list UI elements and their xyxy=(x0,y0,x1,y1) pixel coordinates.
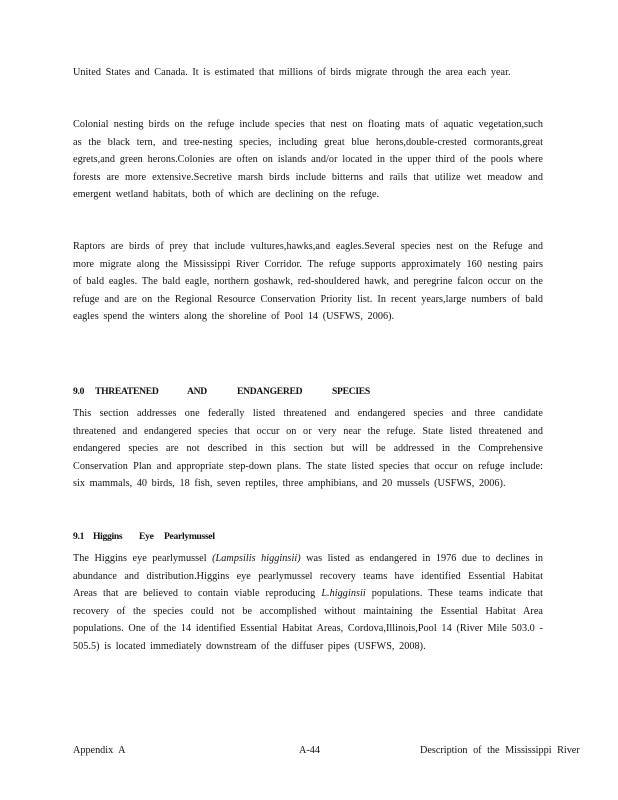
heading-word: AND xyxy=(187,386,207,397)
scientific-name: (Lampsilis higginsii) xyxy=(212,553,301,564)
species-short-name: L.higginsii xyxy=(321,588,366,599)
heading-word: Pearlymussel xyxy=(164,531,215,542)
paragraph-migration: United States and Canada. It is estimated that millions of birds migrate through the area each year. xyxy=(73,67,511,78)
higgins-text-part: The Higgins eye pearlymussel xyxy=(73,553,213,564)
paragraph-threatened-endangered: This section addresses one federally listed threatened and endangered species and three candidate threatened and endangered species that occur on or very near the refuge. State listed threatened and endangered species are not described in this section but will be addressed in the Comprehensive Conservation Plan and appropriate step-down plans. The state listed species that occur on refuge include: six mammals, 40 birds, 18 fish, seven reptiles, three amphibians, and 20 mussels (USFWS, 2006). xyxy=(73,408,543,489)
section-number: 9.1 xyxy=(73,531,85,542)
heading-word: Higgins xyxy=(93,531,123,542)
paragraph-colonial-nesting-birds: Colonial nesting birds on the refuge include species that nest on floating mats of aquatic vegetation,such as the black tern, and tree-nesting species, including great blue herons,double-crested cormorants,great egrets,and green herons.Colonies are often on islands and/or located in the upper third of the pools where forests are more extensive.Secretive marsh birds include bitterns and rails that utilize wet meadow and emergent wetland habitats, both of which are declining on the refuge. xyxy=(73,119,543,200)
higgins-text-part: populations. These teams indicate that recovery of the species could not be accomplished without maintaining the Essential Habitat Area populations. One of the 14 identified Essential Habitat Areas, Cordova,Illinois,Pool 14 (River Mile 503.0 - 505.5) is located immediately downstream of the diffuser pipes (USFWS, 2008). xyxy=(73,588,543,652)
section-number: 9.0 xyxy=(73,386,85,397)
paragraph-higgins-eye xyxy=(73,550,543,655)
section-heading-threatened-endangered xyxy=(73,386,370,397)
heading-word: ENDANGERED xyxy=(237,386,303,397)
section-heading-higgins-eye xyxy=(73,531,215,542)
heading-word: Eye xyxy=(139,531,154,542)
heading-word: SPECIES xyxy=(332,386,370,397)
footer-appendix-label: Appendix A xyxy=(73,745,126,756)
higgins-text-part: was listed as endangered in 1976 due to declines in abundance and distribution.Higgins eye pearlymussel recovery teams have identified Essential Habitat Areas that are believed to contain viable reproducing xyxy=(73,553,543,599)
paragraph-raptors: Raptors are birds of prey that include vultures,hawks,and eagles.Several species nest on the Refuge and more migrate along the Mississippi River Corridor. The refuge supports approximately 160 nesting pairs of bald eagles. The bald eagle, northern goshawk, red-shouldered hawk, and peregrine falcon occur on the refuge and are on the Regional Resource Conservation Priority list. In recent years,large numbers of bald eagles spend the winters along the shoreline of Pool 14 (USFWS, 2006). xyxy=(73,241,543,322)
heading-word: THREATENED xyxy=(95,386,159,397)
footer-section-title: Description of the Mississippi River xyxy=(420,745,580,756)
footer-page-number: A-44 xyxy=(299,745,320,756)
